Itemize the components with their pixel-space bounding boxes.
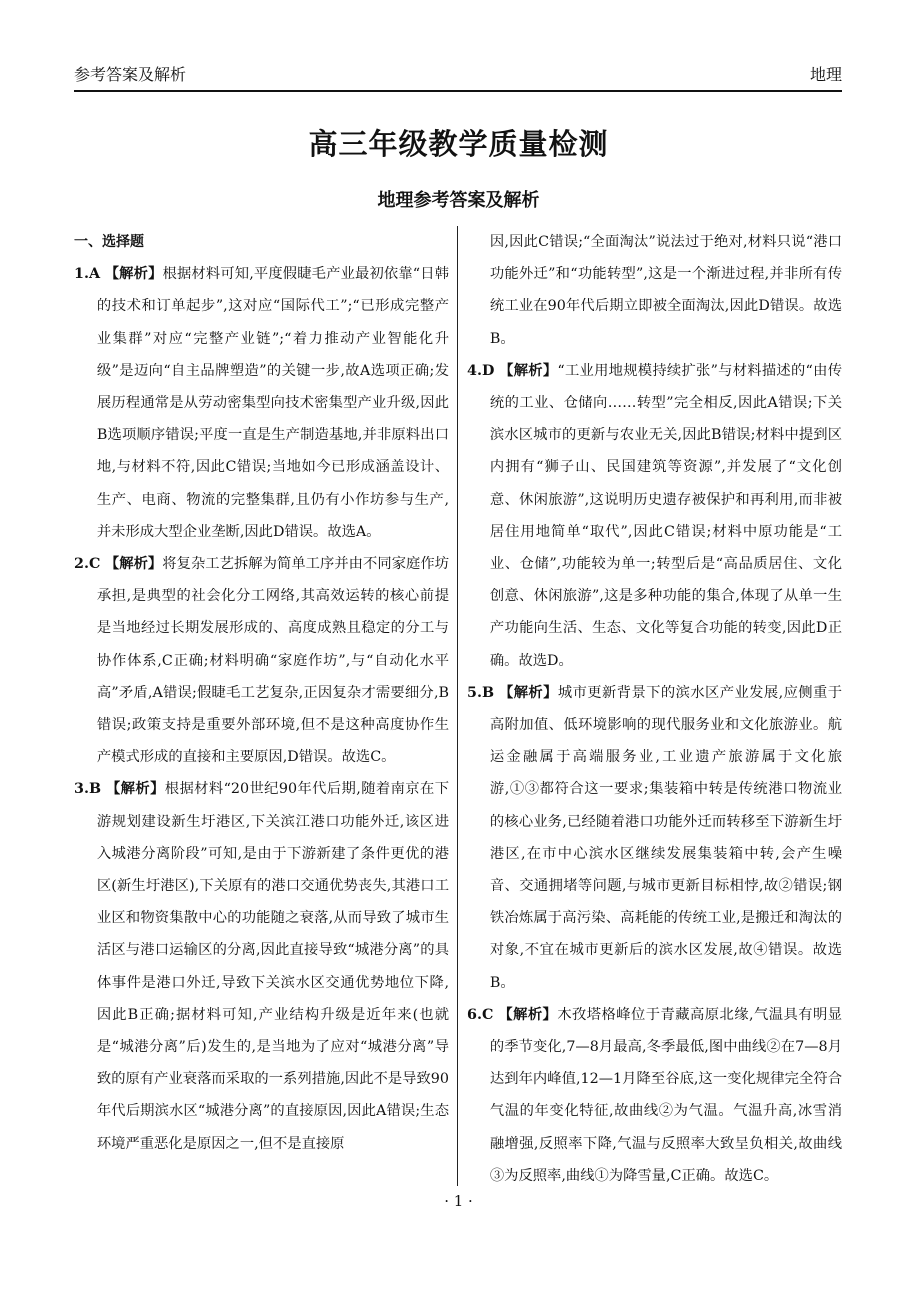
section-heading: 一、选择题 bbox=[74, 234, 144, 250]
page-header bbox=[74, 58, 842, 92]
question-answer: D bbox=[481, 362, 495, 379]
analysis-text: 根据材料“20世纪90年代后期,随着南京在下游规划建设新生圩港区,下关滨江港口功能外迁,该区进入城港分离阶段”可知,是由于下游新建了条件更优的港区(新生圩港区),下关原有的港口交通优势丧失,其港口工业区和物资集散中心的功能随之衰落,从而导致了城市生活区与港口运输区的分离,因此直接导致“城港分离”的具体事件是港口外迁,导致下关滨水区交通优势地位下降,因此B正确;据材料可知,产业结构升级是近年来(也就是“城港分离”后)发生的,是当地为了应对“城港分离”导致的原有产业衰落而采取的一系列措施,因此不是导致90年代后期滨水区“城港分离”的直接原因,因此A错误;生态环境严重恶化是原因之一,但不是直接原 bbox=[96, 781, 449, 1152]
question-number: 1. bbox=[74, 266, 89, 283]
question-item bbox=[467, 999, 842, 1192]
question-number: 3. bbox=[74, 781, 89, 798]
question-answer: A bbox=[88, 266, 101, 283]
header-left-label: 参考答案及解析 bbox=[74, 65, 187, 84]
question-item bbox=[467, 677, 842, 999]
analysis-text: 城市更新背景下的滨水区产业发展,应侧重于高附加值、低环境影响的现代服务业和文化旅游业。航运金融属于高端服务业,工业遗产旅游属于文化旅游,①③都符合这一要求;集装箱中转是传统港口物流业的核心业务,已经随着港口功能外迁而转移至下游新生圩港区,在市中心滨水区继续发展集装箱中转,会产生噪音、交通拥堵等问题,与城市更新目标相悖,故②错误;钢铁冶炼属于高污染、高耗能的传统工业,是搬迁和淘汰的对象,不宜在城市更新后的滨水区发展,故④错误。故选B。 bbox=[489, 684, 843, 991]
question-number: 5. bbox=[467, 684, 482, 701]
left-column bbox=[74, 226, 449, 1160]
question-answer: B bbox=[481, 684, 495, 701]
column-divider bbox=[457, 226, 458, 1186]
analysis-tag: 【解析】 bbox=[498, 1006, 558, 1023]
question-number: 6. bbox=[467, 1006, 482, 1023]
page-number: · 1 · bbox=[444, 1192, 473, 1210]
page-subtitle: 地理参考答案及解析 bbox=[377, 190, 540, 211]
analysis-text: 木孜塔格峰位于青藏高原北缘,气温具有明显的季节变化,7—8月最高,冬季最低,图中曲线②在7—8月达到年内峰值,12—1月降至谷底,这一变化规律完全符合气温的年变化特征,故曲线②为气温。气温升高,冰雪消融增强,反照率下降,气温与反照率大致呈负相关,故曲线③为反照率,曲线①为降雪量,C正确。故选C。 bbox=[489, 1006, 843, 1184]
right-column bbox=[467, 226, 842, 1192]
analysis-tag: 【解析】 bbox=[499, 684, 558, 701]
analysis-tag: 【解析】 bbox=[104, 556, 163, 573]
question-answer: C bbox=[481, 1006, 494, 1023]
analysis-tag: 【解析】 bbox=[499, 362, 558, 379]
question-answer: C bbox=[88, 556, 101, 573]
continued-text: 因,因此C错误;“全面淘汰”说法过于绝对,材料只说“港口功能外迁”和“功能转型”,这是一个渐进过程,并非所有传统工业在90年代后期立即被全面淘汰,因此D错误。故选B。 bbox=[489, 234, 842, 347]
page-title: 高三年级教学质量检测 bbox=[308, 127, 609, 161]
question-number: 4. bbox=[467, 362, 482, 379]
question-item bbox=[74, 773, 449, 1159]
analysis-tag: 【解析】 bbox=[104, 266, 163, 283]
question-answer: B bbox=[88, 781, 102, 798]
analysis-text: 将复杂工艺拆解为简单工序并由不同家庭作坊承担,是典型的社会化分工网络,其高效运转的核心前提是当地经过长期发展形成的、高度成熟且稳定的分工与协作体系,C正确;材料明确“家庭作坊”,与“自动化水平高”矛盾,A错误;假睫毛工艺复杂,正因复杂才需要细分,B错误;政策支持是重要外部环境,但不是这种高度协作生产模式形成的直接和主要原因,D错误。故选C。 bbox=[96, 556, 450, 766]
question-item bbox=[74, 548, 449, 773]
analysis-text: “工业用地规模持续扩张”与材料描述的“由传统的工业、仓储向……转型”完全相反,因此A错误;下关滨水区城市的更新与农业无关,因此B错误;材料中提到区内拥有“狮子山、民国建筑等资源”,并发展了“文化创意、休闲旅游”,这说明历史遗存被保护和再利用,而非被居住用地简单“取代”,因此C错误;材料中原功能是“工业、仓储”,功能较为单一;转型后是“高品质居住、文化创意、休闲旅游”,这是多种功能的集合,体现了从单一生产功能向生活、生态、文化等复合功能的转变,因此D正确。故选D。 bbox=[489, 362, 842, 669]
question-item bbox=[467, 355, 842, 677]
analysis-tag: 【解析】 bbox=[105, 781, 165, 798]
analysis-text: 根据材料可知,平度假睫毛产业最初依靠“日韩的技术和订单起步”,这对应“国际代工”;“已形成完整产业集群”对应“完整产业链”;“着力推动产业智能化升级”是迈向“自主品牌塑造”的关键一步,故A选项正确;发展历程通常是从劳动密集型向技术密集型产业升级,因此B选项顺序错误;平度一直是生产制造基地,并非原料出口地,与材料不符,因此C错误;当地如今已形成涵盖设计、生产、电商、物流的完整集群,且仍有小作坊参与生产,并未形成大型企业垄断,因此D错误。故选A。 bbox=[96, 266, 450, 540]
question-item bbox=[74, 258, 449, 548]
header-subject-label: 地理 bbox=[809, 65, 842, 84]
question-number: 2. bbox=[74, 556, 89, 573]
